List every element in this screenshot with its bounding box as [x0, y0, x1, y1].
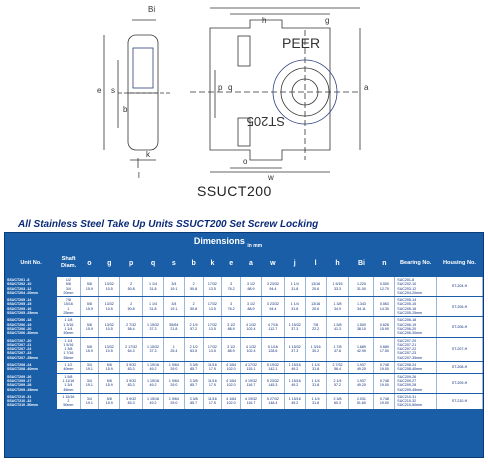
- table-cell-a: 4 19/32 116.7: [241, 373, 262, 393]
- table-cell-bi: 1.937 49.20: [349, 362, 374, 374]
- table-cell-g: 13/32 10.5: [99, 337, 120, 361]
- table-cell-n: 0.689 17.50: [374, 337, 395, 361]
- table-cell-shaft: 1 1/8 1 3/16 1 1/4 30mm: [57, 317, 80, 337]
- table-cell-housing: ST-210-H: [436, 393, 482, 409]
- table-cell-j: 1 15/16 49.2: [284, 362, 305, 374]
- table-cell-units: SSUCT207 -20 SSUCT207 -21 SSUCT207 -22 SSUCT207 -23 SSUCT207 -35mm: [5, 337, 57, 361]
- column-header: e: [229, 259, 234, 267]
- column-header: Unit No.: [20, 259, 42, 266]
- table-cell-shaft: 1/2 5/8 3/4 20mm: [57, 277, 80, 297]
- table-cell-q: 1 15/16 49.2: [143, 362, 164, 374]
- table-cell-shaft: 1 1/2 40mm: [57, 362, 80, 374]
- column-header: n: [382, 259, 387, 267]
- table-cell-l: 7/8 22.2: [305, 317, 326, 337]
- table-cell-a: 4 1/32 102.4: [241, 337, 262, 361]
- table-cell-g: 5/8 15.9: [99, 393, 120, 409]
- table-cell-housing: ST-208-H: [436, 362, 482, 374]
- table-cell-n: 0.748 19.00: [374, 362, 395, 374]
- table-cell-k: 17/32 13.5: [203, 317, 222, 337]
- table-cell-h: 1 3/8 34.9: [326, 297, 349, 317]
- column-header: w: [270, 259, 276, 267]
- table-cell-units: SSUCT205 -14 SSUCT205 -15 SSUCT205 -16 SSUCT205 -25mm: [5, 297, 57, 317]
- drawing-label-g: g: [325, 16, 330, 25]
- table-cell-j: 1 1/4 31.8: [284, 297, 305, 317]
- table-cell-h: 1 5/8 41.3: [326, 317, 349, 337]
- table-cell-g: 13/32 10.5: [99, 277, 120, 297]
- table-cell-q: 1 15/16 49.2: [143, 393, 164, 409]
- table-row: [5, 277, 483, 297]
- drawing-label-s: s: [111, 86, 115, 95]
- model-label: SSUCT200: [197, 183, 272, 199]
- table-cell-bearing: SUC207-20 SUC207-21 SUC207-22 SUC207-23 SUC207-35mm: [395, 337, 437, 361]
- table-cell-n: 0.563 14.30: [374, 297, 395, 317]
- table-cell-k: 11/16 17.5: [203, 373, 222, 393]
- table-cell-a: 4 17/32 115.1: [241, 362, 262, 374]
- table-cell-j: 1 15/16 49.2: [284, 393, 305, 409]
- table-cell-l: 13/16 20.6: [305, 277, 326, 297]
- table-cell-n: 0.748 19.00: [374, 373, 395, 393]
- table-cell-units: SSUCT206 -18 SSUCT206 -19 SSUCT206 -20 SSUCT206 -30mm: [5, 317, 57, 337]
- table-cell-shaft: 7/8 15/16 1 25mm: [57, 297, 80, 317]
- table-cell-k: 17/32 13.5: [203, 277, 222, 297]
- table-cell-w: 5 27/32 148.4: [261, 393, 284, 409]
- table-cell-q: 1 15/16 49.2: [143, 373, 164, 393]
- table-cell-l: 1 1/4 31.8: [305, 373, 326, 393]
- table-cell-shaft: 1 15/16 2 50mm: [57, 393, 80, 409]
- table-cell-o: 5/8 15.9: [80, 337, 99, 361]
- column-header: a: [249, 259, 253, 267]
- column-header: j: [293, 259, 296, 267]
- table-cell-bearing: SUC201-8 SUC202-10 SUC203-12 SUC204-20mm: [395, 277, 437, 297]
- table-cell-w: 3 23/32 94.4: [261, 297, 284, 317]
- drawing-label-b: b: [123, 105, 128, 114]
- table-cell-units: SSUCT209 -26 SSUCT209 -27 SSUCT209 -28 SSUCT209 -45mm: [5, 373, 57, 393]
- drawing-label-o: o: [243, 157, 248, 166]
- table-cell-housing: ST-205-H: [436, 297, 482, 317]
- dimensions-unit: in mm: [247, 242, 263, 249]
- table-cell-housing: ST-209-H: [436, 373, 482, 393]
- table-cell-a: 4 19/32 116.7: [241, 393, 262, 409]
- table-cell-e: 3 1/2 88.9: [222, 337, 241, 361]
- table-cell-e: 3 1/2 88.9: [222, 317, 241, 337]
- table-cell-b: 2 50.8: [184, 297, 203, 317]
- dimensions-table: [4, 232, 484, 458]
- spec-table: [5, 249, 483, 410]
- column-header: o: [87, 259, 92, 267]
- table-cell-units: SSUCT208 -24 SSUCT208 -40mm: [5, 362, 57, 374]
- table-cell-l: 1 1/4 31.8: [305, 393, 326, 409]
- column-header: b: [191, 259, 196, 267]
- table-cell-j: 1 1/4 31.8: [284, 277, 305, 297]
- table-cell-bearing: SUC205-14 SUC205-15 SUC205-16 SUC205-25mm: [395, 297, 437, 317]
- table-heading: All Stainless Steel Take Up Units SSUCT200 Set Screw Locking: [18, 219, 319, 230]
- drawing-label-q: q: [228, 83, 233, 92]
- table-cell-h: 1 7/8 47.6: [326, 337, 349, 361]
- table-cell-bi: 1.343 34.11: [349, 297, 374, 317]
- table-cell-s: 1 9/64 29.0: [163, 373, 184, 393]
- drawing-label-e: e: [97, 86, 102, 95]
- drawing-label-bi: Bi: [148, 5, 156, 14]
- table-cell-w: 5 23/32 145.3: [261, 373, 284, 393]
- table-cell-q: 1 1/4 31.8: [143, 297, 164, 317]
- table-cell-housing: ST-207-H: [436, 337, 482, 361]
- table-cell-bearing: SUC206-18 SUC206-19 SUC206-20 SUC206-30mm: [395, 317, 437, 337]
- side-view-bearing: [133, 48, 153, 88]
- table-cell-b: 3 3/8 85.7: [184, 393, 203, 409]
- column-header: s: [171, 259, 176, 267]
- table-cell-e: 3 76.2: [222, 277, 241, 297]
- brand-mark: PEER: [282, 35, 321, 51]
- table-cell-b: 2 1/4 57.2: [184, 317, 203, 337]
- table-cell-w: 5 19/32 142.1: [261, 362, 284, 374]
- table-cell-bearing: SUC210-31 SUC210-32 SUC210-50mm: [395, 393, 437, 409]
- table-body: [5, 277, 483, 409]
- table-cell-j: 1 15/32 37.3: [284, 317, 305, 337]
- table-cell-p: 2 17/32 64.3: [120, 337, 143, 361]
- column-header: k: [210, 259, 215, 267]
- technical-drawing: [0, 0, 488, 200]
- housing-mark: ST205: [246, 114, 285, 129]
- table-cell-g: 13/32 10.5: [99, 317, 120, 337]
- table-cell-b: 3 3/8 85.7: [184, 362, 203, 374]
- table-cell-e: 4 1/64 102.0: [222, 373, 241, 393]
- dimensions-header: [75, 233, 381, 249]
- table-cell-g: 13/32 10.5: [99, 297, 120, 317]
- table-cell-l: 13/16 20.6: [305, 297, 326, 317]
- table-cell-q: 1 1/4 31.8: [143, 277, 164, 297]
- table-cell-units: SSUCT201 -8 SSUCT202 -10 SSUCT203 -12 SSUCT204 -20mm: [5, 277, 57, 297]
- table-cell-a: 3 1/2 88.9: [241, 297, 262, 317]
- table-cell-shaft: 1 1/4 1 5/16 1 3/8 1 7/16 35mm: [57, 337, 80, 361]
- table-cell-s: 3/4 19.1: [163, 277, 184, 297]
- table-cell-p: 3 9/32 83.3: [120, 393, 143, 409]
- table-row: [5, 362, 483, 374]
- table-cell-k: 17/32 13.5: [203, 337, 222, 361]
- table-row: [5, 317, 483, 337]
- table-cell-bi: 1.937 49.20: [349, 373, 374, 393]
- table-cell-units: SSUCT210 -31 SSUCT210 -32 SSUCT210 -50mm: [5, 393, 57, 409]
- column-header: l: [314, 259, 317, 267]
- table-cell-g: 5/8 15.9: [99, 362, 120, 374]
- table-cell-bi: 1.500 38.10: [349, 317, 374, 337]
- table-cell-b: 3 3/8 85.7: [184, 373, 203, 393]
- table-cell-o: 5/8 15.9: [80, 297, 99, 317]
- table-cell-bi: 2.031 51.60: [349, 393, 374, 409]
- table-cell-w: 5 1/16 128.6: [261, 337, 284, 361]
- table-cell-k: 11/16 17.5: [203, 362, 222, 374]
- table-cell-h: 1 5/16 33.3: [326, 277, 349, 297]
- table-cell-o: 5/8 15.9: [80, 317, 99, 337]
- column-header: Bearing No.: [399, 259, 432, 266]
- table-cell-s: 1 25.4: [163, 337, 184, 361]
- table-cell-housing: ST-204-H: [436, 277, 482, 297]
- table-cell-n: 0.626 15.90: [374, 317, 395, 337]
- header-row: [5, 249, 483, 277]
- table-cell-bi: 1.689 42.90: [349, 337, 374, 361]
- table-cell-h: 2 1/4 57.2: [326, 373, 349, 393]
- table-row: [5, 297, 483, 317]
- table-cell-n: 0.500 12.70: [374, 277, 395, 297]
- table-cell-e: 3 76.2: [222, 297, 241, 317]
- table-cell-e: 4 1/64 102.0: [222, 393, 241, 409]
- drawing-label-h: h: [262, 16, 267, 25]
- table-cell-a: 4 1/32 102.4: [241, 317, 262, 337]
- table-cell-p: 2 7/32 56.4: [120, 317, 143, 337]
- table-cell-bi: 1.220 31.00: [349, 277, 374, 297]
- drawing-label-a: a: [364, 83, 369, 92]
- table-cell-p: 3 9/32 83.3: [120, 362, 143, 374]
- table-cell-l: 1 3/16 30.2: [305, 337, 326, 361]
- table-cell-h: 2 7/32 56.4: [326, 362, 349, 374]
- table-cell-s: 55/64 21.8: [163, 317, 184, 337]
- table-cell-p: 2 50.8: [120, 277, 143, 297]
- table-cell-w: 3 23/32 94.4: [261, 277, 284, 297]
- table-cell-o: 3/4 19.1: [80, 393, 99, 409]
- column-header: q: [150, 259, 156, 267]
- table-cell-w: 4 7/16 112.7: [261, 317, 284, 337]
- table-cell-e: 4 1/64 102.0: [222, 362, 241, 374]
- table-cell-n: 0.748 19.00: [374, 393, 395, 409]
- drawing-label-k: k: [146, 150, 150, 159]
- table-cell-b: 2 1/2 63.5: [184, 337, 203, 361]
- table-cell-s: 1 9/64 29.0: [163, 362, 184, 374]
- table-cell-p: 3 9/32 83.3: [120, 373, 143, 393]
- table-cell-o: 3/4 19.1: [80, 362, 99, 374]
- table-cell-p: 2 50.8: [120, 297, 143, 317]
- column-header: h: [335, 259, 340, 267]
- table-cell-l: 1 1/4 31.8: [305, 362, 326, 374]
- dimensions-label: Dimensions: [193, 236, 245, 246]
- table-cell-j: 1 15/16 49.2: [284, 373, 305, 393]
- table-cell-h: 2 3/8 60.3: [326, 393, 349, 409]
- drawing-label-l: l: [138, 171, 140, 180]
- table-cell-k: 11/16 17.5: [203, 393, 222, 409]
- column-header: Housing No.: [443, 259, 476, 266]
- table-cell-bearing: SUC208-24 SUC208-40mm: [395, 362, 437, 374]
- column-header: Bi: [357, 259, 365, 267]
- column-header: p: [128, 259, 134, 267]
- table-cell-housing: ST-206-H: [436, 317, 482, 337]
- front-view-slot-top: [238, 36, 250, 66]
- column-header: g: [107, 259, 112, 267]
- table-cell-q: 1 15/32 37.3: [143, 317, 164, 337]
- table-cell-shaft: 1 5/8 1 11/16 1 3/4 45mm: [57, 373, 80, 393]
- table-cell-b: 2 50.8: [184, 277, 203, 297]
- drawing-label-p: p: [218, 83, 223, 92]
- table-row: [5, 393, 483, 409]
- table-cell-s: 1 9/64 29.0: [163, 393, 184, 409]
- column-header: Shaft Diam.: [60, 256, 77, 269]
- table-row: [5, 337, 483, 361]
- table-cell-q: 1 15/32 37.3: [143, 337, 164, 361]
- side-view-body: [128, 35, 158, 150]
- front-view-bore: [292, 79, 318, 105]
- table-cell-g: 5/8 15.9: [99, 373, 120, 393]
- drawing-label-w: w: [268, 173, 274, 182]
- table-cell-a: 3 1/2 88.9: [241, 277, 262, 297]
- table-cell-k: 17/32 13.5: [203, 297, 222, 317]
- table-cell-bearing: SUC209-26 SUC209-27 SUC209-28 SUC209-45mm: [395, 373, 437, 393]
- table-row: [5, 373, 483, 393]
- table-cell-s: 3/4 19.1: [163, 297, 184, 317]
- table-cell-o: 5/8 15.9: [80, 277, 99, 297]
- table-cell-j: 1 15/32 37.3: [284, 337, 305, 361]
- table-cell-o: 3/4 19.1: [80, 373, 99, 393]
